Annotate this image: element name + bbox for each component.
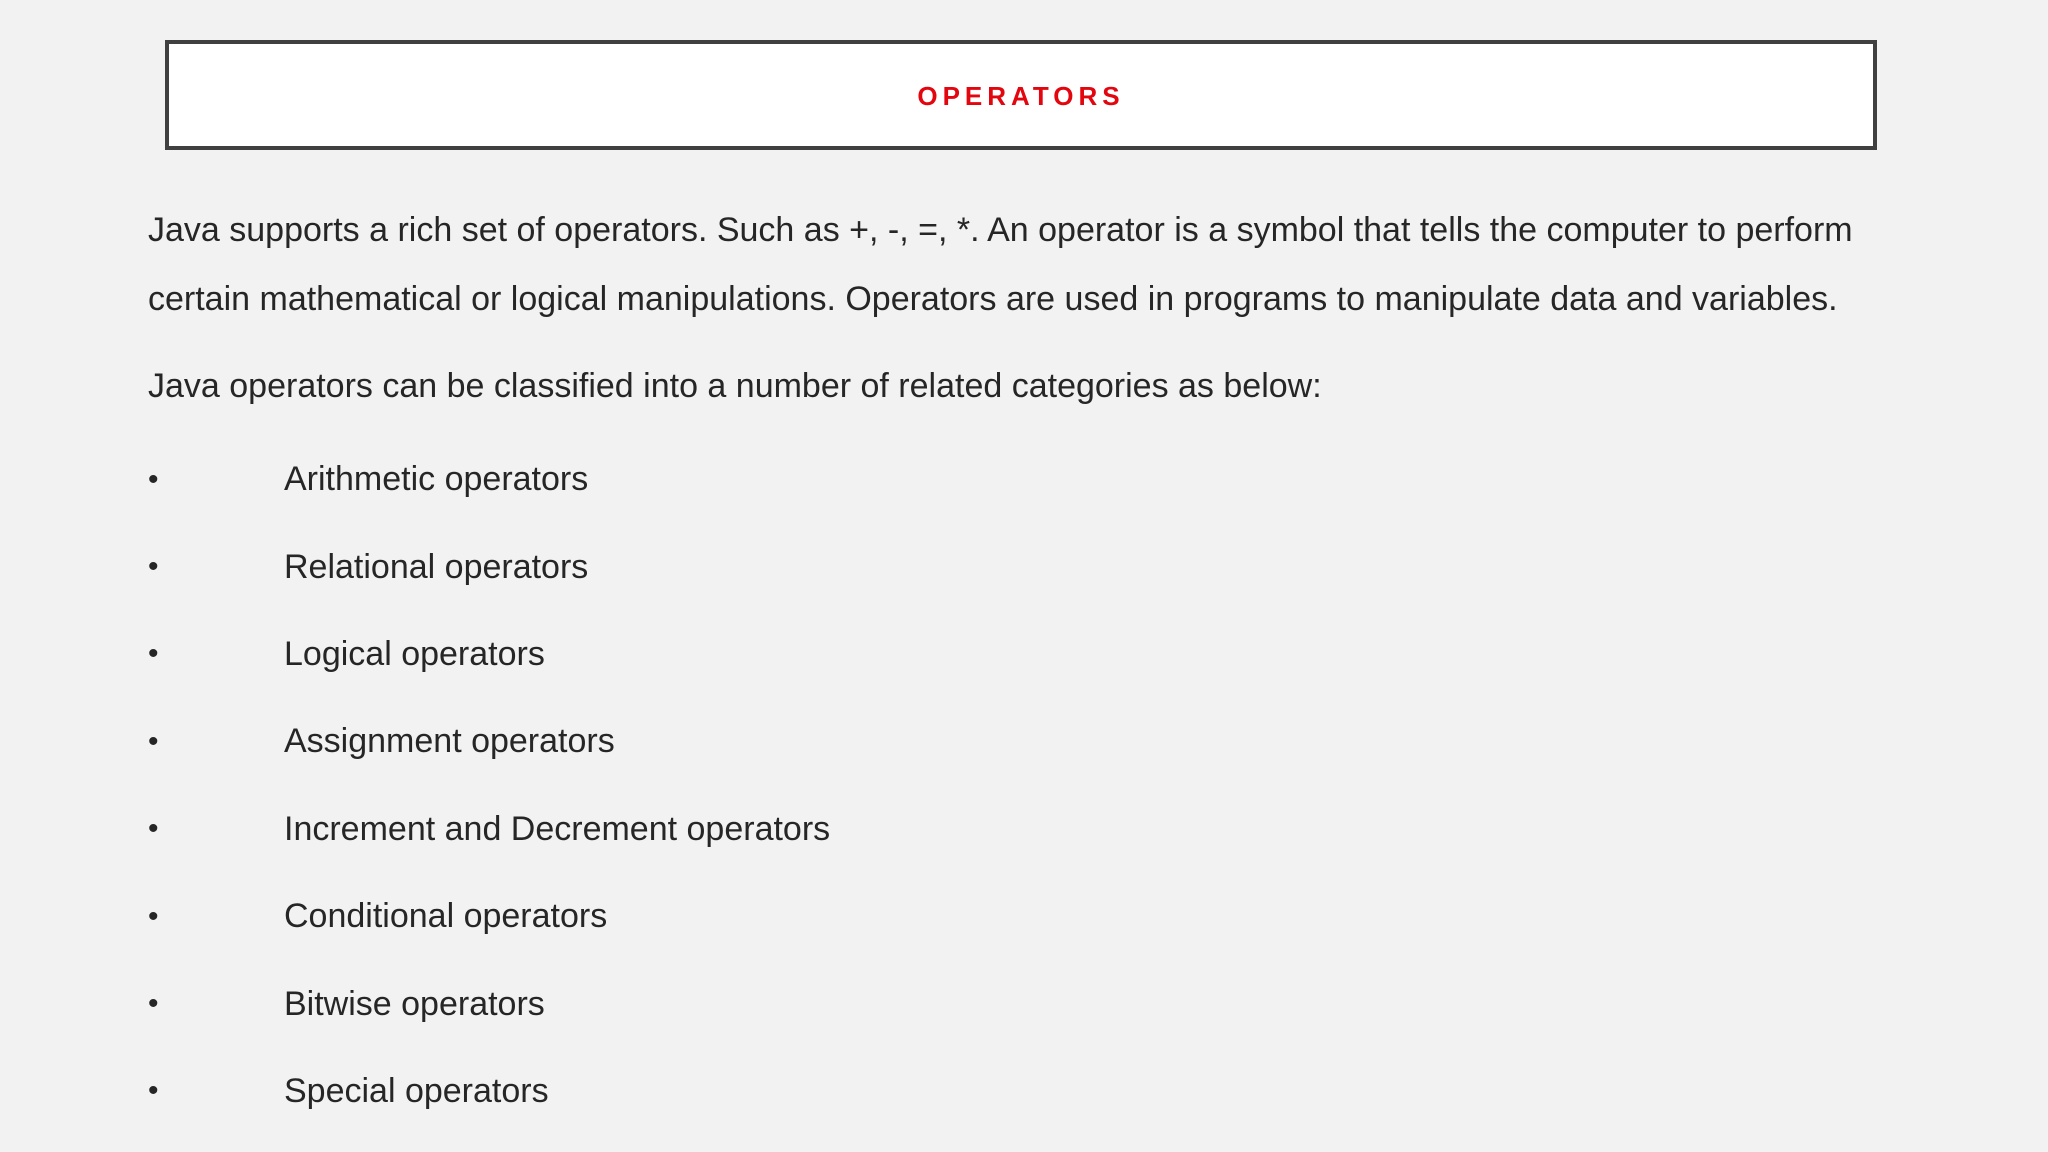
category-label: Conditional operators <box>284 897 608 936</box>
list-item <box>148 436 1928 523</box>
bullet-icon: • <box>148 550 159 584</box>
category-label: Assignment operators <box>284 722 615 761</box>
category-label: Special operators <box>284 1071 549 1110</box>
category-label: Increment and Decrement operators <box>284 809 831 848</box>
list-item <box>148 1048 1928 1135</box>
bullet-icon: • <box>148 637 159 671</box>
title-box <box>165 40 1877 150</box>
operator-category-list <box>148 436 1928 1135</box>
bullet-icon: • <box>148 899 159 933</box>
bullet-icon: • <box>148 462 159 496</box>
bullet-icon: • <box>148 812 159 846</box>
list-item <box>148 873 1928 960</box>
slide-content <box>148 196 1928 1135</box>
list-item <box>148 611 1928 698</box>
category-label: Logical operators <box>284 634 545 673</box>
list-item <box>148 698 1928 785</box>
list-item <box>148 960 1928 1047</box>
list-item <box>148 786 1928 873</box>
category-label: Relational operators <box>284 547 589 586</box>
list-item <box>148 523 1928 610</box>
bullet-icon: • <box>148 1074 159 1108</box>
category-label: Arithmetic operators <box>284 460 589 499</box>
bullet-icon: • <box>148 724 159 758</box>
bullet-icon: • <box>148 987 159 1021</box>
category-label: Bitwise operators <box>284 984 545 1023</box>
slide-title: OPERATORS <box>917 81 1125 111</box>
intro-paragraph: Java supports a rich set of operators. Such as +, -, =, *. An operator is a symbol that tells the computer to perform certain mathematical or logical manipulations. Operators are used in programs to manipulate data and variables. <box>148 211 1853 318</box>
classification-intro: Java operators can be classified into a number of related categories as below: <box>148 367 1322 405</box>
